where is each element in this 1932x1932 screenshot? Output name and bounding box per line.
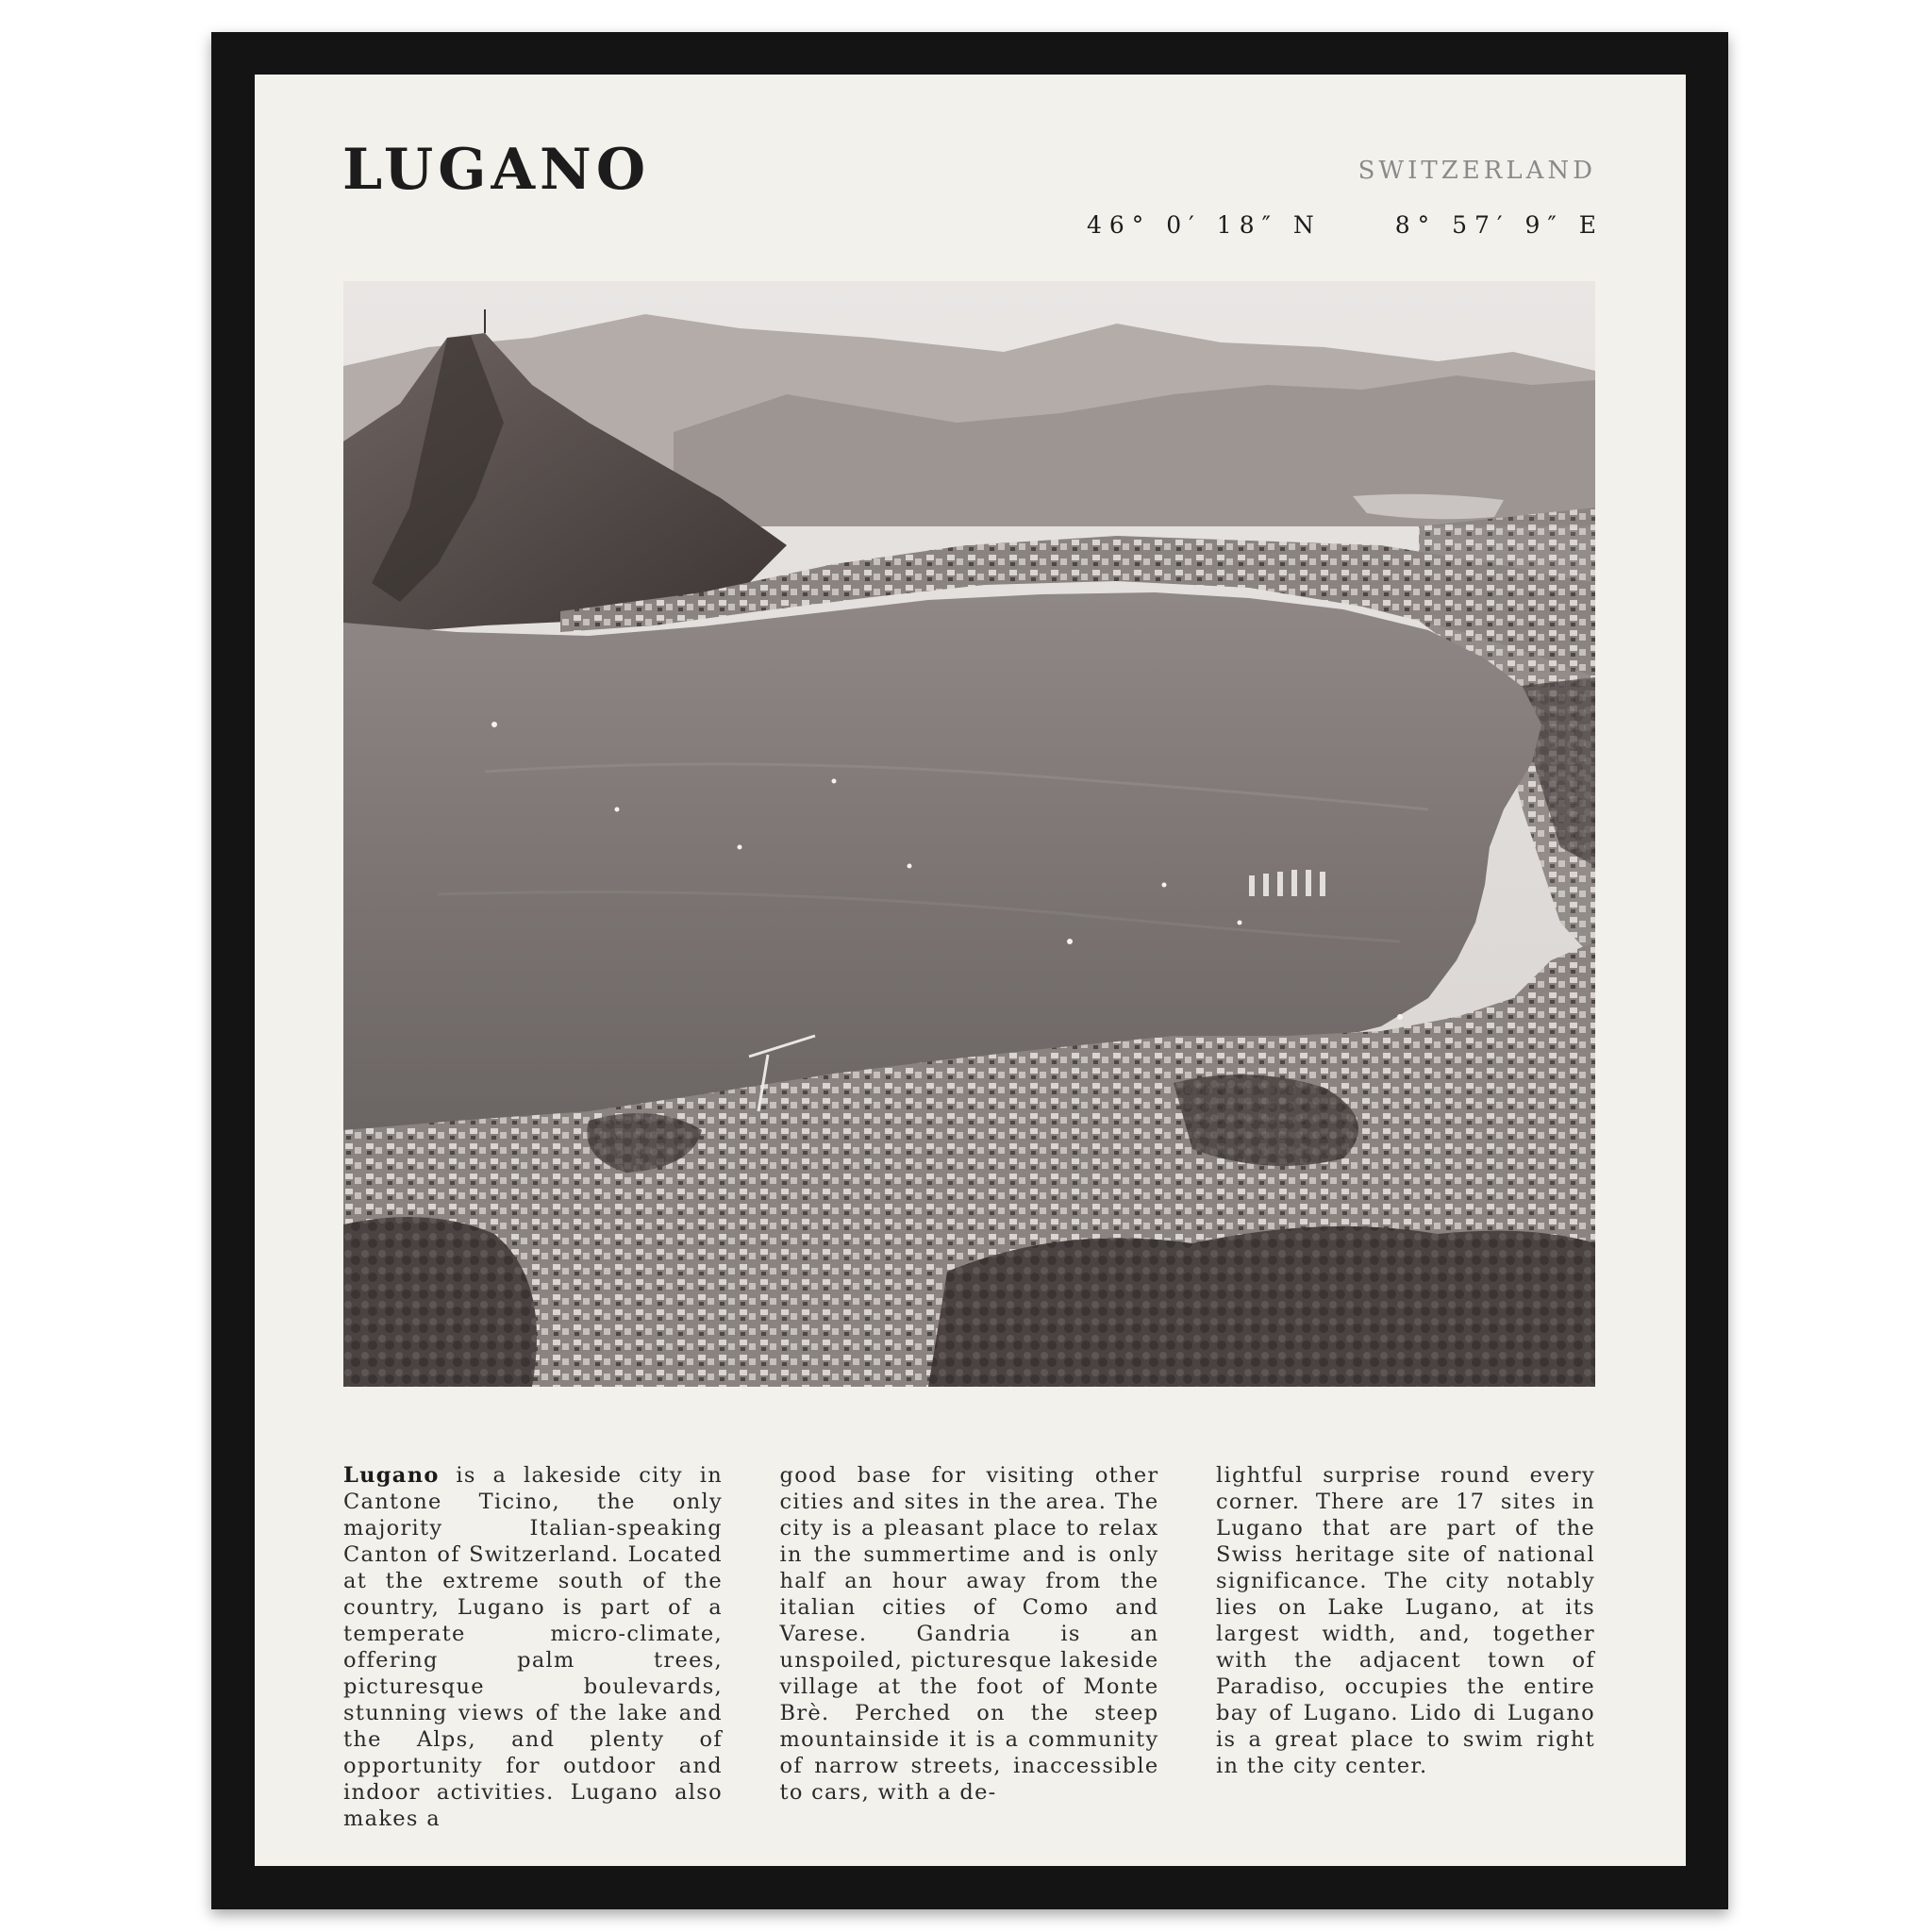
country-label: SWITZERLAND — [1357, 157, 1596, 185]
column-1-text: is a lakeside city in Cantone Ticino, the only majority Italian-speaking Canton of Switzerland. Located at the extreme south of the country, Lugano is part of a temperate micro-climate, offering palm trees, picturesque boulevards, stunning views of the lake and the Alps, and plenty of opportunity for outdoor and indoor activities. Lugano also makes a — [343, 1463, 723, 1831]
description-column-3: lightful surprise round every corner. There are 17 sites in Lugano that are part of the Swiss heritage site of national significance. The city notably lies on Lake Lugano, at its largest width, and, together with the adjacent town of Paradiso, occupies the entire bay of Lugano. Lido di Lugano is a great place to swim right in the city center. — [1216, 1463, 1595, 1778]
description-column-2: good base for visiting other cities and sites in the area. The city is a pleasant place to relax in the summertime and is only half an hour away from the italian cities of Como and Varese. Gandria is an unspoiled, picturesque lakeside village at the foot of Monte Brè. Perched on the steep mountainside it is a community of narrow streets, inaccessible to cars, with a de- — [779, 1463, 1159, 1805]
lead-word: Lugano — [343, 1463, 440, 1488]
latitude-label: 46° 0′ 18″ N — [1087, 211, 1322, 239]
lake-photo — [343, 281, 1595, 1387]
coordinates — [1087, 211, 1604, 239]
description-columns — [343, 1462, 1595, 1832]
description-column-1 — [343, 1462, 723, 1832]
city-title: LUGANO — [342, 137, 651, 203]
longitude-label: 8° 57′ 9″ E — [1394, 211, 1604, 239]
